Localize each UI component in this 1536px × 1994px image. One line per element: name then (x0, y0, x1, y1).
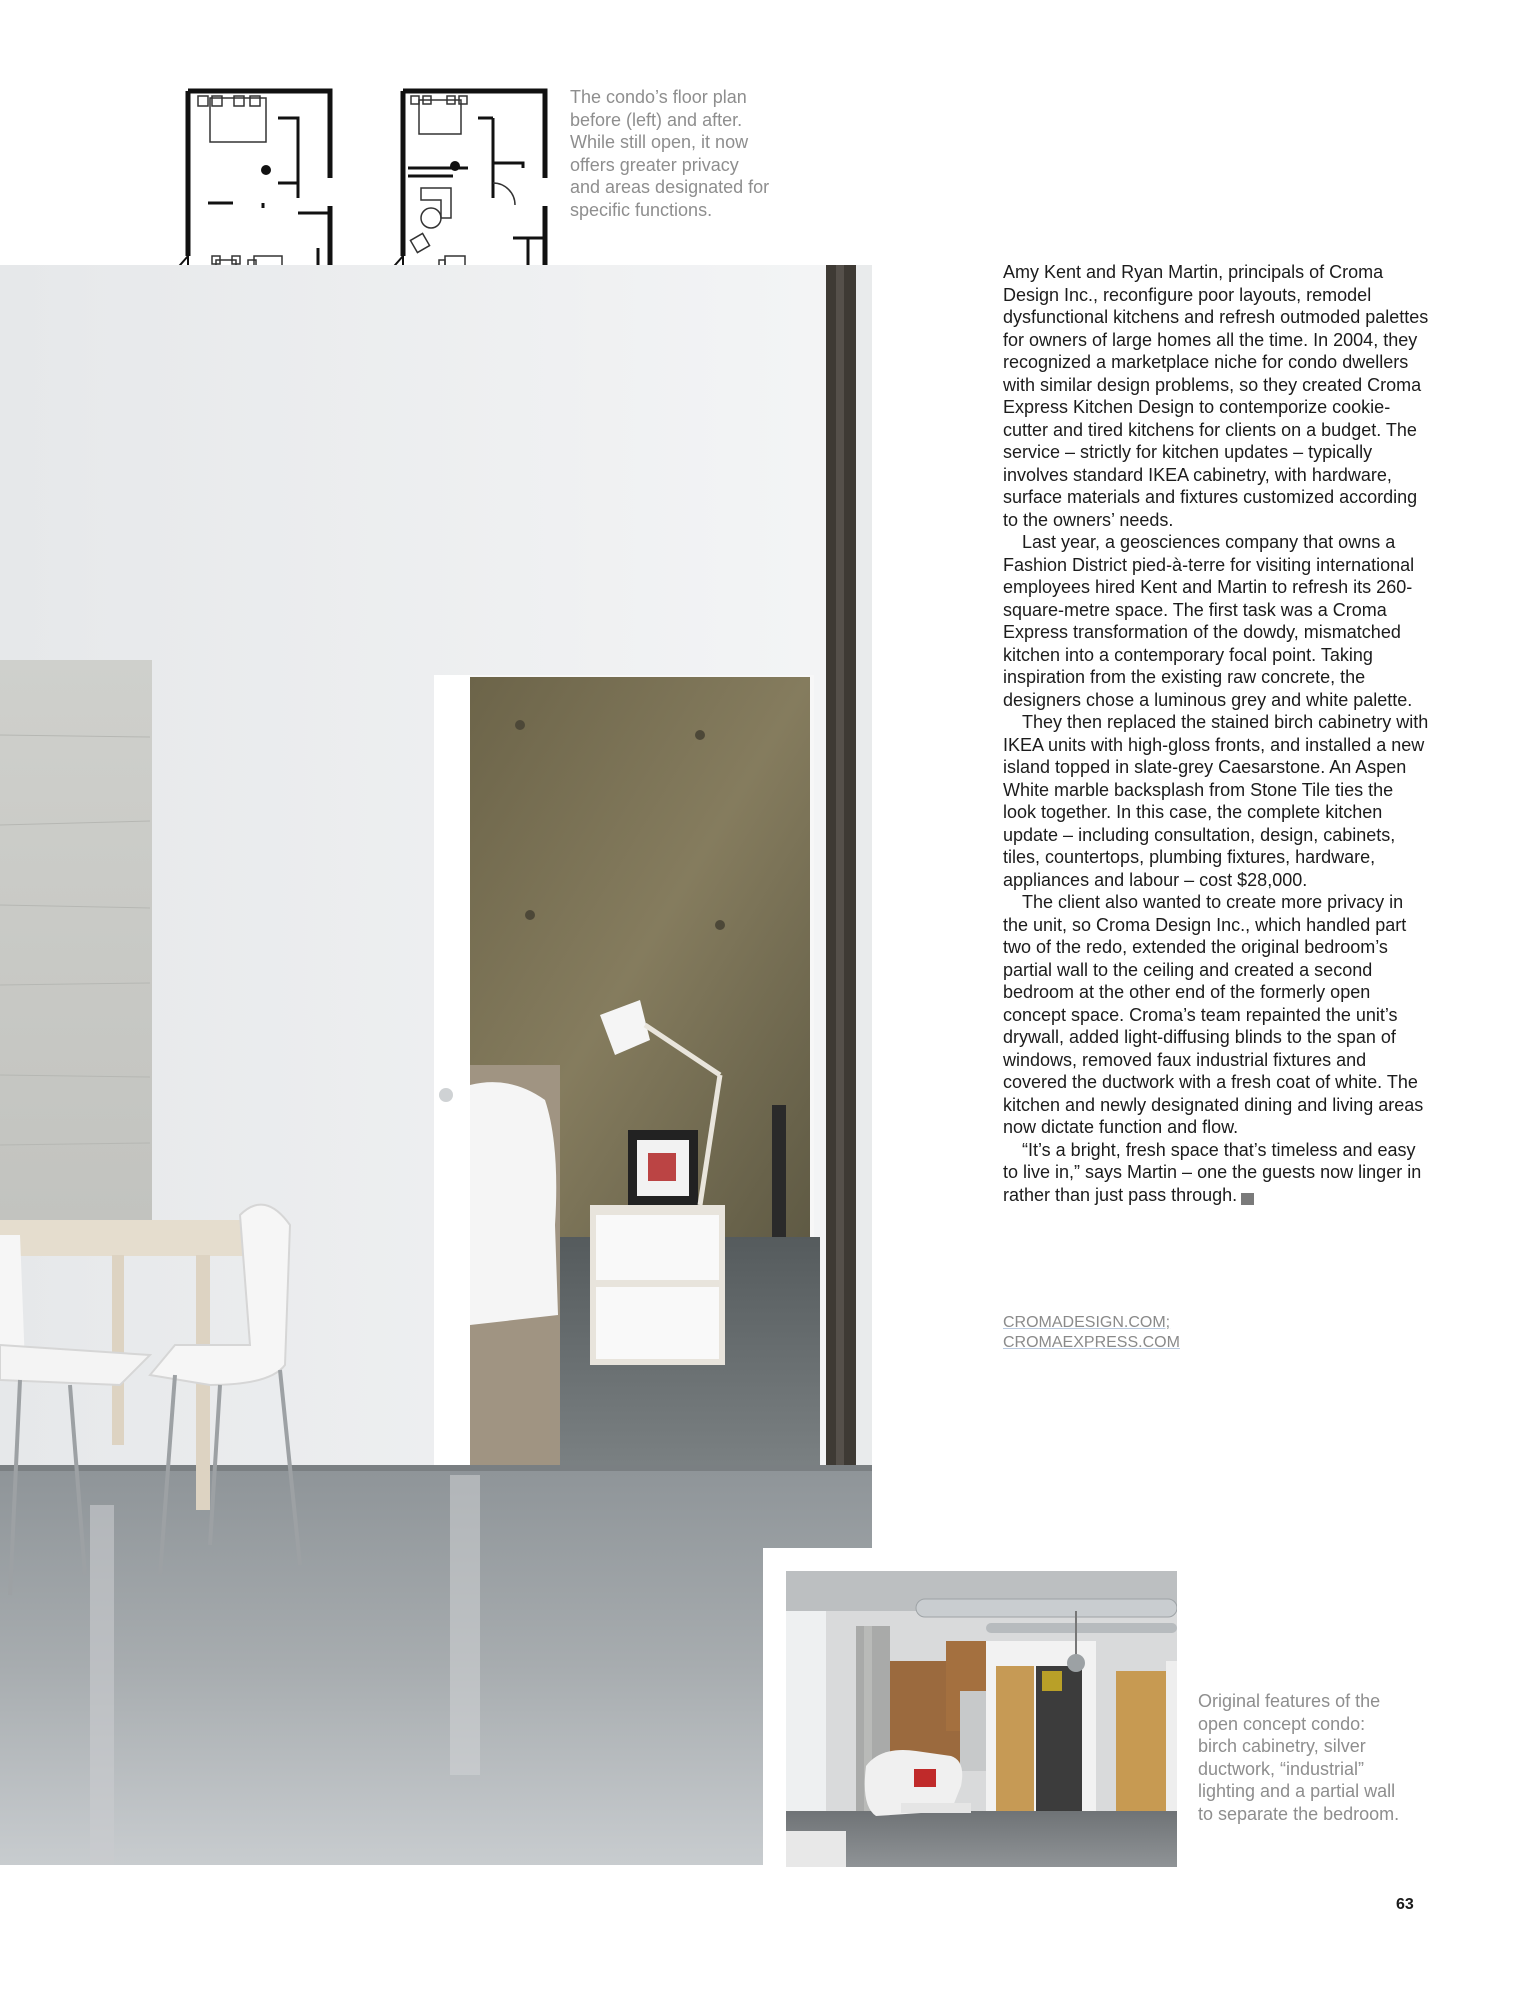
link-cromaexpress[interactable]: CROMAEXPRESS.COM (1003, 1334, 1180, 1351)
article-paragraph-5: “It’s a bright, fresh space that’s timeless and easy to live in,” says Martin – one the guests now linger in rather than just pass through. (1003, 1139, 1422, 1205)
original-condo-photo (763, 1548, 1174, 1865)
page-number: 63 (1396, 1896, 1414, 1913)
article-paragraph-2: Last year, a geosciences company that owns a Fashion District pied-à-terre for visiting international employees hired Kent and Martin to refresh its 260-square-metre space. The first task was a Croma Express transformation of the dowdy, mismatched kitchen into a contemporary focal point. Taking inspiration from the existing raw concrete, the designers chose a luminous grey and white palette. (1003, 532, 1415, 710)
inset-photo-caption: Original features of the open concept condo: birch cabinetry, silver ductwork, “industrial” lighting and a partial wall to separate the bedroom. (1198, 1691, 1400, 1824)
article-body (1003, 261, 1431, 1206)
article-paragraph-4: The client also wanted to create more privacy in the unit, so Croma Design Inc., which handled part two of the redo, extended the original bedroom’s partial wall to the ceiling and created a second bedroom at the other end of the formerly open concept space. Croma’s team repainted the unit’s drywall, added light-diffusing blinds to the span of windows, removed faux industrial fixtures and covered the ductwork with a fresh coat of white. The kitchen and newly designated dining and living areas now dictate function and flow. (1003, 892, 1424, 1137)
end-of-article-icon: CL (1241, 1193, 1254, 1205)
article-paragraph-1: Amy Kent and Ryan Martin, principals of Croma Design Inc., reconfigure poor layouts, remodel dysfunctional kitchens and refresh outmoded palettes for owners of large homes all the time. In 2004, they recognized a marketplace niche for condo dwellers with similar design problems, so they created Croma Express Kitchen Design to contemporize cookie-cutter and tired kitchens for clients on a budget. The service – strictly for kitchen updates – typically involves standard IKEA cabinetry, with hardware, surface materials and fixtures customized according to the owners’ needs. (1003, 262, 1429, 530)
article-paragraph-3: They then replaced the stained birch cabinetry with IKEA units with high-gloss fronts, and installed a new island topped in slate-grey Caesarstone. An Aspen White marble backsplash from Stone Tile ties the look together. In this case, the complete kitchen update – including consultation, design, cabinets, tiles, countertops, plumbing fixtures, hardware, appliances and labour – cost $28,000. (1003, 712, 1429, 890)
article-paragraph-5-wrap (1003, 1139, 1431, 1207)
bedroom-dining-photo (0, 265, 872, 1865)
website-links (1003, 1313, 1180, 1353)
link-cromadesign[interactable]: CROMADESIGN.COM; (1003, 1314, 1171, 1331)
floor-plan-caption: The condo’s floor plan before (left) and after. While still open, it now offers greater privacy and areas designated for specific functions. (570, 87, 770, 220)
